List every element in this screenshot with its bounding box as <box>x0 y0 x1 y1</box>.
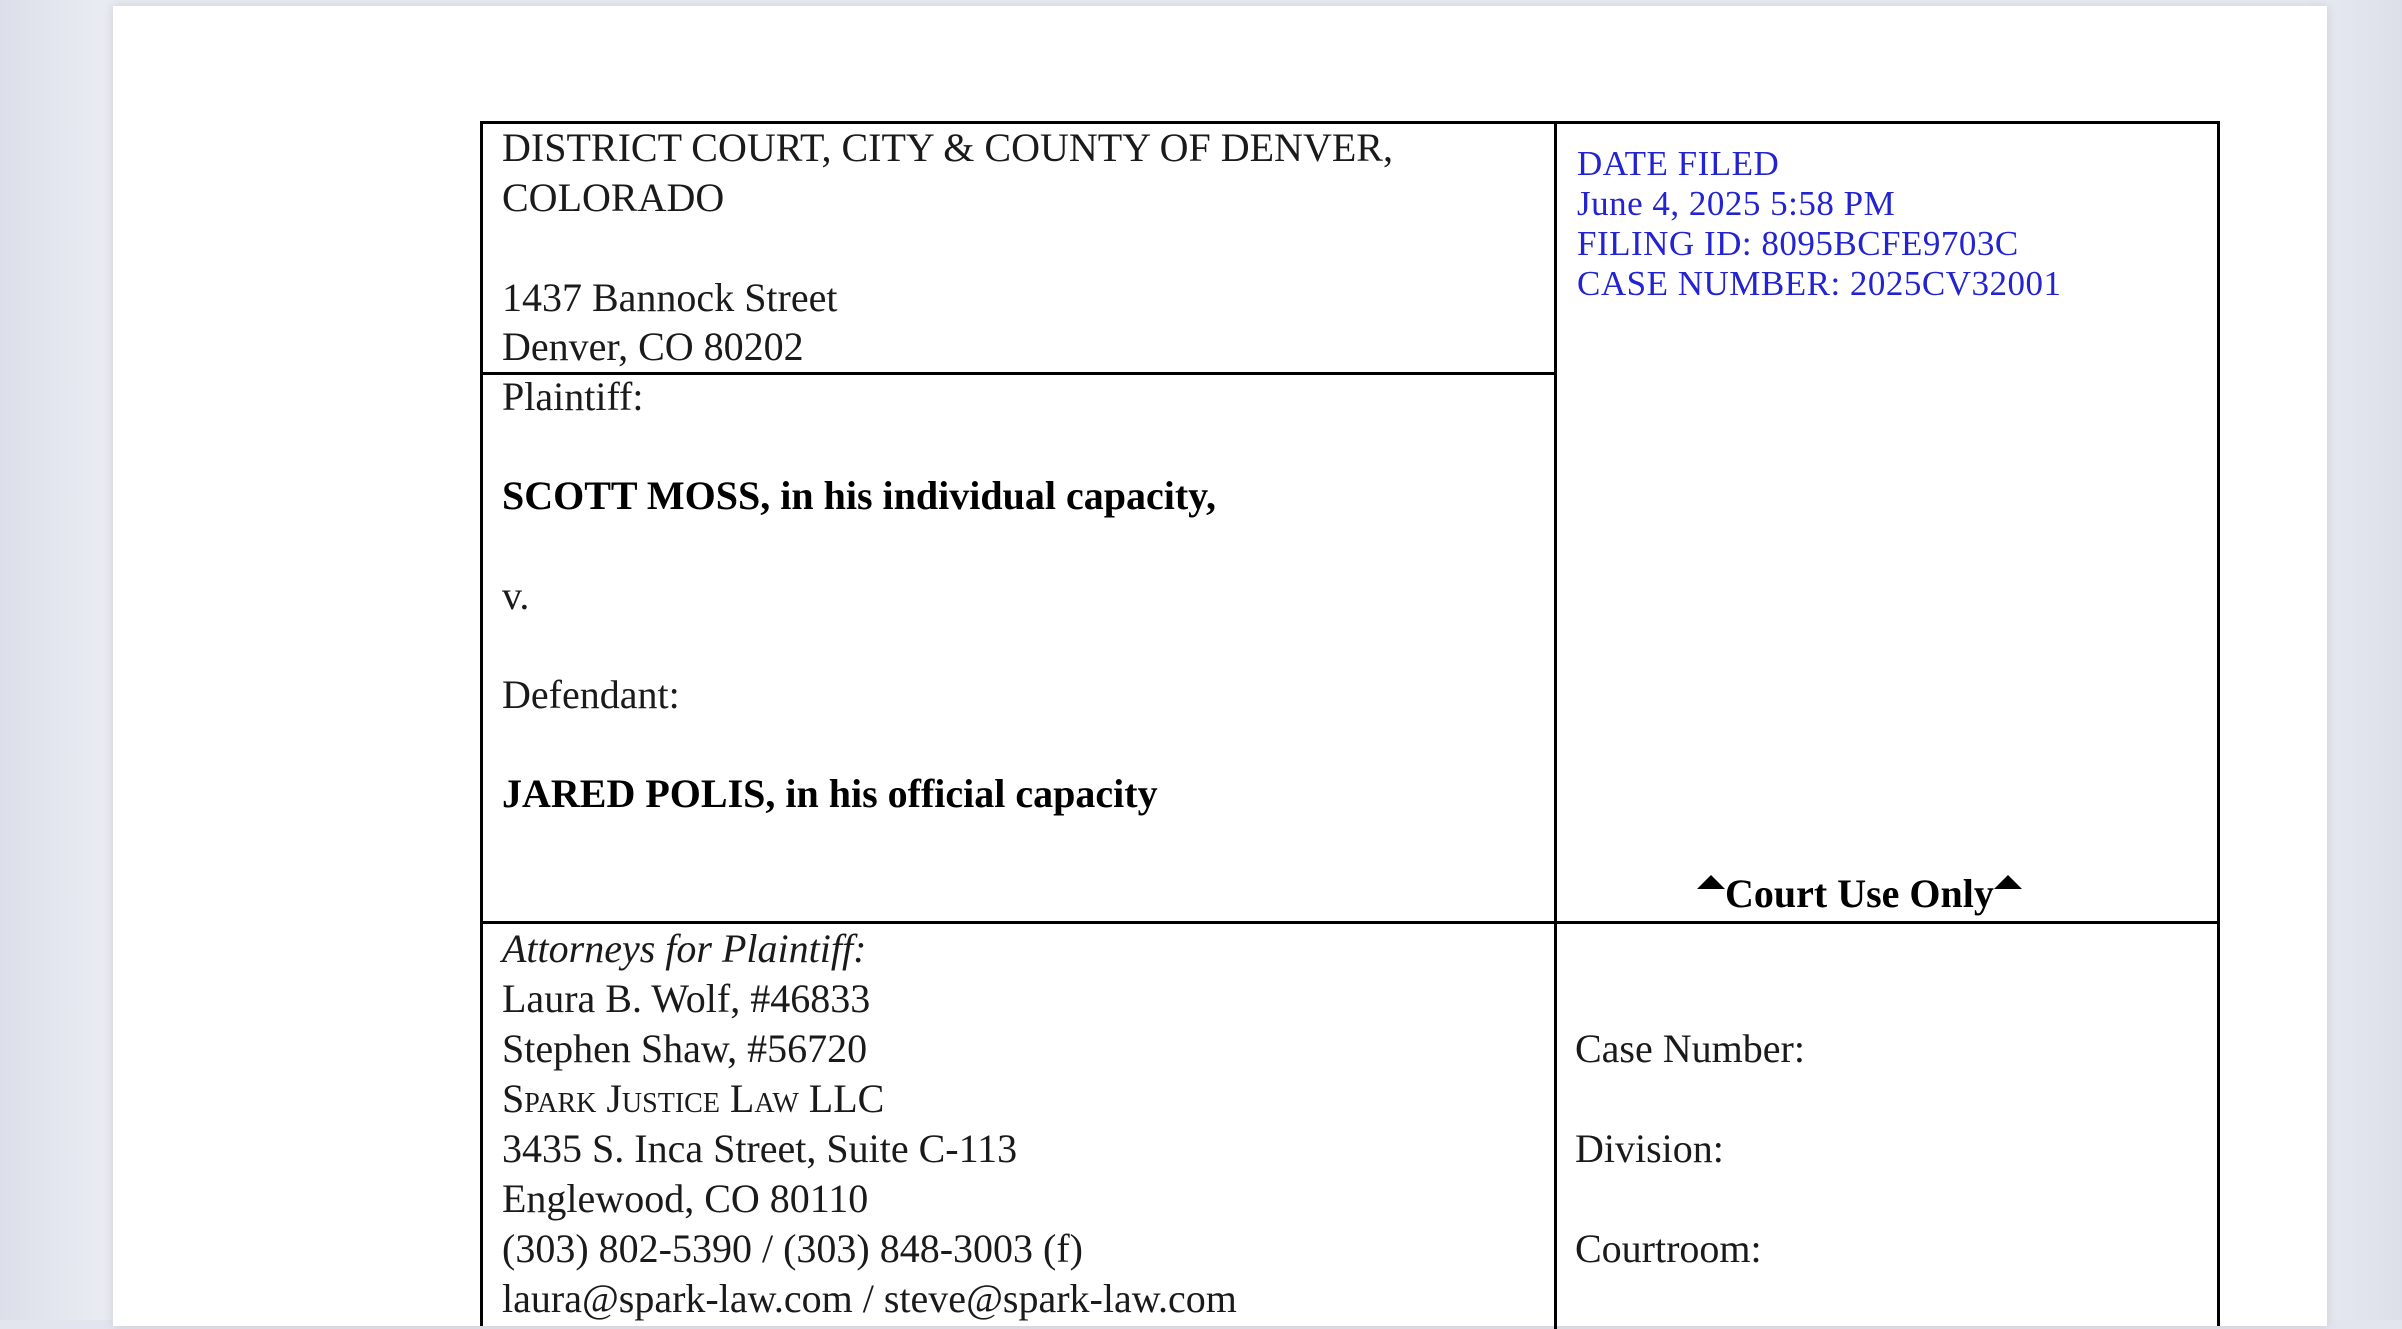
defendant-name: JARED POLIS, in his official capacity <box>502 771 1158 816</box>
caption-column-divider <box>1554 124 1557 1329</box>
firm-phone: (303) 802-5390 / (303) 848-3003 (f) <box>502 1226 1083 1271</box>
attorney-wolf: Laura B. Wolf, #46833 <box>502 976 871 1021</box>
date-filed-value: June 4, 2025 5:58 PM <box>1577 184 1896 223</box>
division-label: Division: <box>1575 1126 1724 1171</box>
firm-address-line1: 3435 S. Inca Street, Suite C-113 <box>502 1126 1018 1171</box>
document-page <box>113 6 2327 1326</box>
efiling-stamp <box>1577 144 2062 304</box>
versus-text: v. <box>502 573 530 618</box>
firm-address-line2: Englewood, CO 80110 <box>502 1176 869 1221</box>
plaintiff-label: Plaintiff: <box>502 374 644 419</box>
defendant-label: Defendant: <box>502 672 680 717</box>
firm-email: laura@spark-law.com / steve@spark-law.com <box>502 1276 1237 1321</box>
attorney-shaw: Stephen Shaw, #56720 <box>502 1026 868 1071</box>
triangle-up-icon <box>1697 875 1725 889</box>
court-name-line1: DISTRICT COURT, CITY & COUNTY OF DENVER, <box>502 125 1393 170</box>
courtroom-label: Courtroom: <box>1575 1226 1762 1271</box>
case-number-label: Case Number: <box>1575 1026 1805 1071</box>
court-address-line1: 1437 Bannock Street <box>502 275 838 320</box>
court-use-only-text: Court Use Only <box>1725 871 1994 916</box>
law-firm-name: Spark Justice Law LLC <box>502 1076 885 1121</box>
court-use-only-label <box>1697 869 2022 919</box>
attorneys-heading: Attorneys for Plaintiff: <box>502 926 867 971</box>
case-caption-table <box>480 121 2220 1326</box>
court-name-line2: COLORADO <box>502 175 725 220</box>
filing-id: FILING ID: 8095BCFE9703C <box>1577 224 2019 263</box>
triangle-up-icon <box>1994 875 2022 889</box>
date-filed-label: DATE FILED <box>1577 144 1780 183</box>
court-address-line2: Denver, CO 80202 <box>502 324 804 369</box>
caption-row-divider-court <box>483 372 1554 375</box>
stamp-case-number: CASE NUMBER: 2025CV32001 <box>1577 264 2062 303</box>
plaintiff-name: SCOTT MOSS, in his individual capacity, <box>502 473 1216 518</box>
